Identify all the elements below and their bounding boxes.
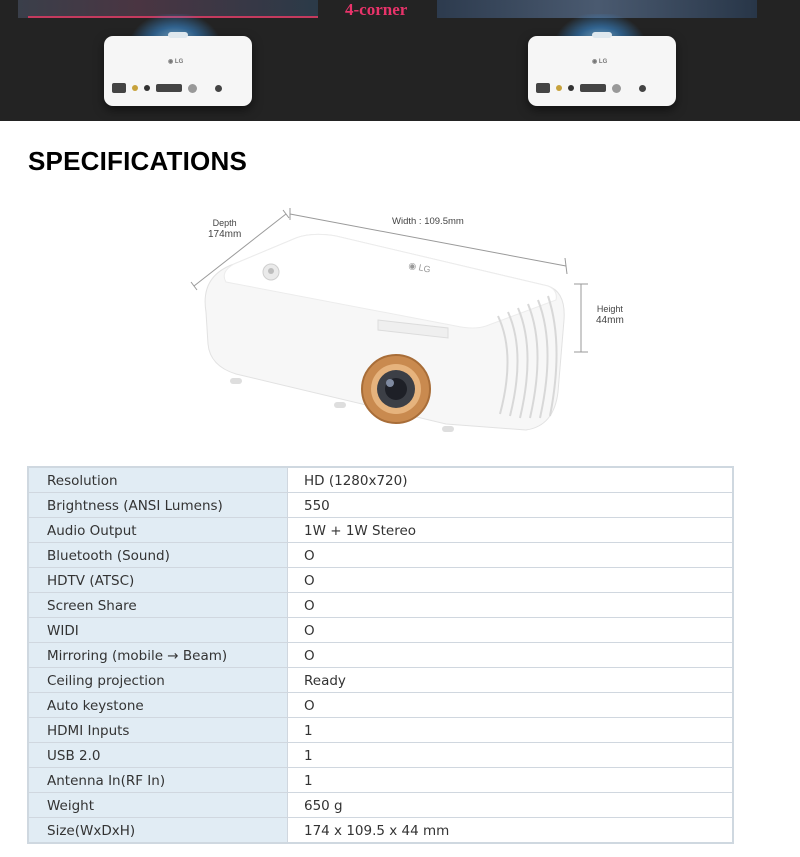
spec-value: O bbox=[288, 543, 734, 568]
spec-label: Size(WxDxH) bbox=[28, 818, 288, 844]
four-corner-label: 4-corner bbox=[345, 0, 408, 19]
projector-photo-left bbox=[104, 36, 252, 106]
projector-illustration bbox=[186, 204, 636, 444]
port-panel bbox=[112, 80, 244, 96]
table-row bbox=[28, 493, 733, 518]
depth-value: 174mm bbox=[208, 229, 242, 240]
table-row bbox=[28, 643, 733, 668]
svg-text:◉ LG: ◉ LG bbox=[407, 260, 432, 275]
spec-value: 650 g bbox=[288, 793, 734, 818]
banner bbox=[0, 0, 800, 121]
projector-photo-right bbox=[528, 36, 676, 106]
table-row bbox=[28, 593, 733, 618]
spec-value: O bbox=[288, 568, 734, 593]
table-row bbox=[28, 768, 733, 793]
spec-value: O bbox=[288, 643, 734, 668]
spec-value: 1 bbox=[288, 718, 734, 743]
spec-label: Resolution bbox=[28, 467, 288, 493]
spec-label: HDTV (ATSC) bbox=[28, 568, 288, 593]
spec-label: Auto keystone bbox=[28, 693, 288, 718]
lg-logo-icon: ◉ LG bbox=[592, 59, 608, 65]
table-row bbox=[28, 818, 733, 844]
spec-value: 1 bbox=[288, 743, 734, 768]
spec-value: HD (1280x720) bbox=[288, 467, 734, 493]
depth-caption: Depth bbox=[212, 218, 237, 228]
spec-label: WIDI bbox=[28, 618, 288, 643]
spec-label: Brightness (ANSI Lumens) bbox=[28, 493, 288, 518]
spec-label: Bluetooth (Sound) bbox=[28, 543, 288, 568]
height-label bbox=[596, 304, 624, 326]
spec-value: 550 bbox=[288, 493, 734, 518]
spec-label: Audio Output bbox=[28, 518, 288, 543]
table-row bbox=[28, 693, 733, 718]
height-caption: Height bbox=[596, 304, 623, 314]
width-label: Width : 109.5mm bbox=[392, 216, 464, 227]
spec-value: Ready bbox=[288, 668, 734, 693]
spec-value: 174 x 109.5 x 44 mm bbox=[288, 818, 734, 844]
spec-label: Weight bbox=[28, 793, 288, 818]
spec-label: Antenna In(RF In) bbox=[28, 768, 288, 793]
page-title: SPECIFICATIONS bbox=[28, 146, 248, 176]
table-row bbox=[28, 467, 733, 493]
table-row bbox=[28, 518, 733, 543]
lens-icon bbox=[592, 32, 612, 38]
spec-label: Ceiling projection bbox=[28, 668, 288, 693]
table-row bbox=[28, 668, 733, 693]
spec-label: Mirroring (mobile → Beam) bbox=[28, 643, 288, 668]
depth-label bbox=[208, 218, 241, 240]
spec-label: USB 2.0 bbox=[28, 743, 288, 768]
table-row bbox=[28, 718, 733, 743]
spec-value: 1 bbox=[288, 768, 734, 793]
table-row bbox=[28, 743, 733, 768]
spec-value: O bbox=[288, 593, 734, 618]
spec-table-body bbox=[28, 467, 733, 843]
spec-value: 1W + 1W Stereo bbox=[288, 518, 734, 543]
table-row bbox=[28, 793, 733, 818]
lg-logo-icon: ◉ LG bbox=[168, 59, 184, 65]
spec-value: O bbox=[288, 693, 734, 718]
projector-dimension-diagram bbox=[186, 204, 636, 444]
table-row bbox=[28, 618, 733, 643]
lens-icon bbox=[168, 32, 188, 38]
specifications-table bbox=[27, 466, 734, 844]
spec-label: Screen Share bbox=[28, 593, 288, 618]
height-value: 44mm bbox=[596, 315, 624, 326]
table-row bbox=[28, 568, 733, 593]
spec-label: HDMI Inputs bbox=[28, 718, 288, 743]
spec-value: O bbox=[288, 618, 734, 643]
port-panel bbox=[536, 80, 668, 96]
table-row bbox=[28, 543, 733, 568]
